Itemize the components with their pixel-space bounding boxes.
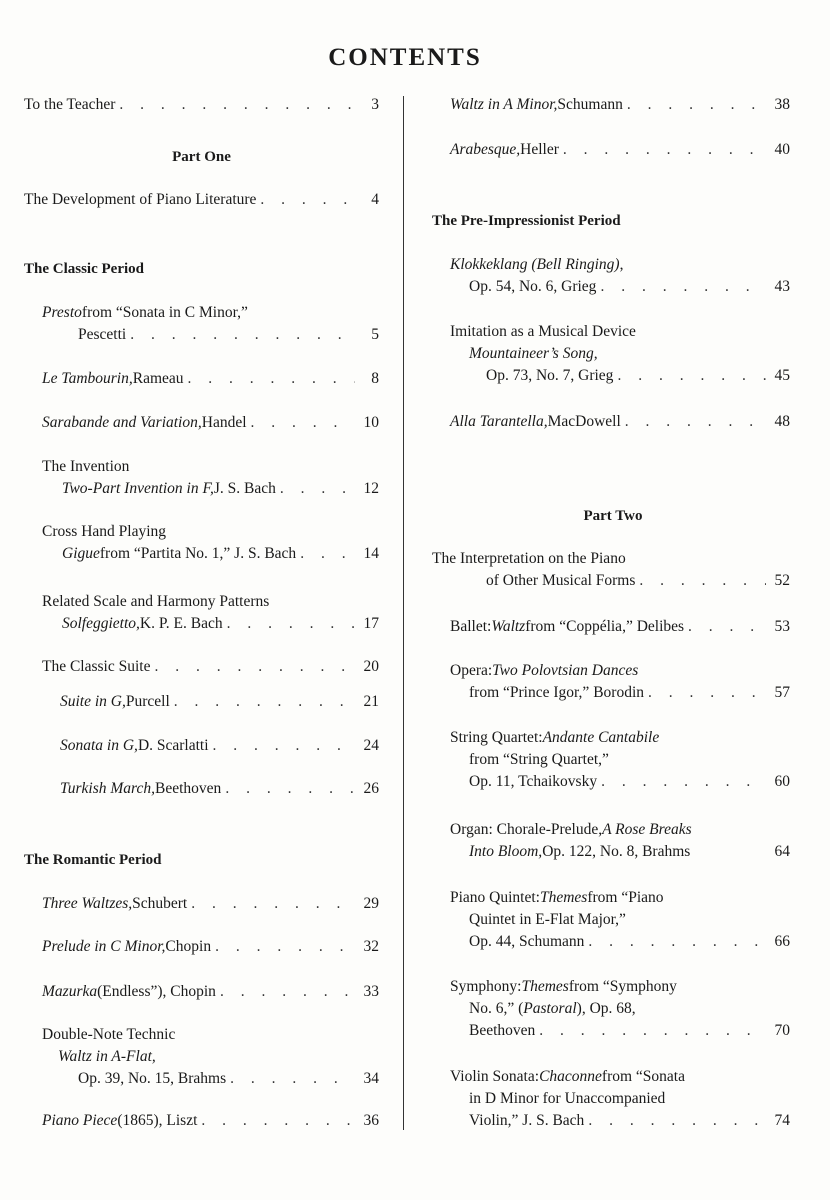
toc-entry-waltz-a-minor[interactable]: Waltz in A Minor, Schumann . . . 38 <box>432 94 790 116</box>
toc-entry-tarantella[interactable]: Alla Tarantella, MacDowell . . . 48 <box>432 411 790 433</box>
toc-entry-cross-hand[interactable]: Cross Hand Playing Gigue from “Partita No. 1,” J. S. Bach . . . 14 <box>24 521 379 565</box>
leader-dots <box>251 412 355 434</box>
toc-entry-klokkeklang[interactable]: Klokkeklang (Bell Ringing) , Op. 54, No. 6, Grieg . . . 43 <box>432 254 790 298</box>
leader-dots <box>600 276 766 298</box>
leader-dots <box>230 1068 355 1090</box>
toc-entry-sonata-in-g[interactable]: Sonata in G, D. Scarlatti . . . 24 <box>24 735 379 757</box>
page-number: 34 <box>363 1070 379 1087</box>
section-heading-romantic: The Romantic Period <box>24 852 162 868</box>
page-number: 8 <box>371 370 379 387</box>
page-number: 38 <box>774 96 790 113</box>
page-number: 70 <box>774 1022 790 1039</box>
toc-entry-ballet[interactable]: Ballet: Waltz from “Coppélia,” Delibes . . . 53 <box>432 616 790 638</box>
leader-dots <box>601 771 766 793</box>
leader-dots <box>627 94 766 116</box>
page-number: 5 <box>371 326 379 343</box>
toc-entry-development[interactable]: The Development of Piano Literature . . . 4 <box>24 189 379 211</box>
page-number: 40 <box>774 141 790 158</box>
leader-dots <box>539 1020 766 1042</box>
leader-dots <box>213 735 355 757</box>
page-number: 32 <box>363 938 379 955</box>
leader-dots <box>227 613 355 635</box>
page-number: 24 <box>363 737 379 754</box>
page-number: 53 <box>774 618 790 635</box>
page-number: 29 <box>363 895 379 912</box>
leader-dots <box>617 365 766 387</box>
section-heading-part-one: Part One <box>172 149 231 165</box>
toc-entry-double-note[interactable]: Double-Note Technic Waltz in A-Flat, Op. 39, No. 15, Brahms . . . 34 <box>24 1024 379 1090</box>
toc-entry-classic-suite[interactable]: The Classic Suite . . . 20 <box>24 656 379 678</box>
leader-dots <box>280 478 355 500</box>
leader-dots <box>260 189 355 211</box>
page-number: 3 <box>371 96 379 113</box>
toc-entry-related-scale[interactable]: Related Scale and Harmony Patterns Solfeggietto, K. P. E. Bach . . . 17 <box>24 591 379 635</box>
leader-dots <box>130 324 355 346</box>
page-number: 52 <box>774 572 790 589</box>
leader-dots <box>588 1110 766 1132</box>
toc-entry-mazurka[interactable]: Mazurka (Endless”), Chopin . . . 33 <box>24 981 379 1003</box>
page-number: 17 <box>363 615 379 632</box>
leader-dots <box>174 691 355 713</box>
toc-entry-piano-piece[interactable]: Piano Piece (1865), Liszt . . . 36 <box>24 1110 379 1132</box>
toc-entry-prelude[interactable]: Prelude in C Minor, Chopin . . . 32 <box>24 936 379 958</box>
toc-entry-tambourin[interactable]: Le Tambourin, Rameau . . . 8 <box>24 368 379 390</box>
page-number: 10 <box>363 414 379 431</box>
leader-dots <box>300 543 355 565</box>
toc-entry-invention[interactable]: The Invention Two-Part Invention in F, J. S. Bach . . . 12 <box>24 456 379 500</box>
page-number: 66 <box>774 933 790 950</box>
leader-dots <box>563 139 766 161</box>
leader-dots <box>588 931 766 953</box>
toc-entry-opera[interactable]: Opera: Two Polovtsian Dances from “Prince Igor,” Borodin . . . 57 <box>432 660 790 704</box>
leader-dots <box>688 616 766 638</box>
section-heading-part-two: Part Two <box>583 508 643 524</box>
page-number: 36 <box>363 1112 379 1129</box>
leader-dots <box>639 570 766 592</box>
toc-entry-turkish-march[interactable]: Turkish March, Beethoven . . . 26 <box>24 778 379 800</box>
column-divider <box>403 96 404 1130</box>
leader-dots <box>188 368 355 390</box>
page-number: 14 <box>363 545 379 562</box>
page-number: 64 <box>774 843 790 860</box>
page-number: 12 <box>363 480 379 497</box>
toc-entry-imitation[interactable]: Imitation as a Musical Device Mountaineer’s Song, Op. 73, No. 7, Grieg . . . 45 <box>432 321 790 387</box>
page-number: 4 <box>371 191 379 208</box>
leader-dots <box>155 656 356 678</box>
leader-dots <box>225 778 355 800</box>
page-number: 48 <box>774 413 790 430</box>
toc-entry-interpretation[interactable]: The Interpretation on the Piano of Other Musical Forms . . . 52 <box>432 548 790 592</box>
toc-entry-to-the-teacher[interactable]: To the Teacher . . . 3 <box>24 94 379 116</box>
toc-entry-suite-in-g[interactable]: Suite in G, Purcell . . . 21 <box>24 691 379 713</box>
toc-entry-string-quartet[interactable]: String Quartet: Andante Cantabile from “String Quartet,” Op. 11, Tchaikovsky . . . 60 <box>432 727 790 793</box>
leader-dots <box>220 981 355 1003</box>
page-number: 74 <box>774 1112 790 1129</box>
page-number: 57 <box>774 684 790 701</box>
page-number: 21 <box>363 693 379 710</box>
toc-entry-piano-quintet[interactable]: Piano Quintet: Themes from “Piano Quintet in E-Flat Major,” Op. 44, Schumann . . . 66 <box>432 887 790 953</box>
toc-entry-organ[interactable]: Organ: Chorale-Prelude, A Rose Breaks Into Bloom, Op. 122, No. 8, Brahms 64 <box>432 819 790 863</box>
page-title: CONTENTS <box>328 44 482 71</box>
toc-entry-sarabande[interactable]: Sarabande and Variation, Handel . . . 10 <box>24 412 379 434</box>
section-heading-pre-impressionist: The Pre-Impressionist Period <box>432 213 621 229</box>
page-number: 45 <box>774 367 790 384</box>
page-number: 43 <box>774 278 790 295</box>
leader-dots <box>119 94 355 116</box>
toc-entry-symphony[interactable]: Symphony: Themes from “Symphony No. 6,” ( Pastoral ), Op. 68, Beethoven . . . 70 <box>432 976 790 1042</box>
toc-entry-three-waltzes[interactable]: Three Waltzes, Schubert . . . 29 <box>24 893 379 915</box>
toc-entry-violin-sonata[interactable]: Violin Sonata: Chaconne from “Sonata in D Minor for Unaccompanied Violin,” J. S. Bach . . . 74 <box>432 1066 790 1132</box>
toc-entry-arabesque[interactable]: Arabesque, Heller . . . 40 <box>432 139 790 161</box>
leader-dots <box>191 893 355 915</box>
page-number: 60 <box>774 773 790 790</box>
leader-dots <box>648 682 766 704</box>
page-number: 20 <box>363 658 379 675</box>
leader-dots <box>201 1110 355 1132</box>
toc-entry-presto[interactable]: Presto from “Sonata in C Minor,” Pescetti . . . 5 <box>24 302 379 346</box>
leader-dots <box>625 411 766 433</box>
leader-dots <box>215 936 355 958</box>
page-number: 33 <box>363 983 379 1000</box>
section-heading-classic: The Classic Period <box>24 261 144 277</box>
page-number: 26 <box>363 780 379 797</box>
